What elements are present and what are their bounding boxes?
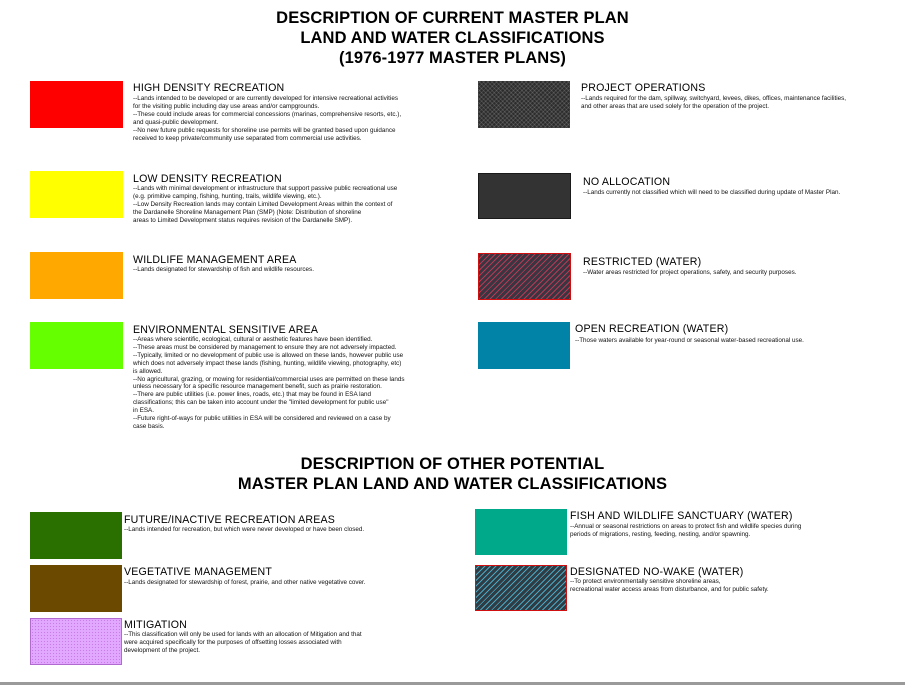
open-recreation-water-swatch [478,322,570,369]
environmental-sensitive-area-description: --Areas where scientific, ecological, cultural or aesthetic features have been identified. --These areas must be considered by management to ensure they are not adversely impacted. --Typically, limited or no development of public use is allowed on these lands, however public use which does not adversely impact these lands (fishing, hunting, wildlife viewing, photography, etc) is allowed. --No agricultural, grazing, or mowing for residential/commercial uses are permitted on these lands unless necessary for a specific resource management benefit, such as prairie restoration. --There are public utilities (i.e. power lines, roads, etc.) that may be found in ESA land classifications; this can be taken into account under the "limited development for public use" in ESA. --Future right-of-ways for public utilities in ESA will be considered and reviewed on a case by case basis. [133,336,405,430]
wildlife-management-area-swatch [30,252,123,299]
designated-no-wake-swatch [475,565,567,611]
low-density-recreation-label: LOW DENSITY RECREATION [133,173,282,185]
restricted-water-description: --Water areas restricted for project operations, safety, and security purposes. [583,269,797,276]
title-line: LAND AND WATER CLASSIFICATIONS [300,29,605,47]
restricted-water-label: RESTRICTED (WATER) [583,256,702,268]
current-classifications-title [0,8,905,68]
mitigation-description: --This classification will only be used for lands with an allocation of Mitigation and that were acquired specifically for the purposes of offsetting losses associated with development of the project. [124,631,362,654]
environmental-sensitive-area-label: ENVIRONMENTAL SENSITIVE AREA [133,324,319,336]
low-density-recreation-swatch [30,171,123,218]
vegetative-management-description: --Lands designated for stewardship of forest, prairie, and other native vegetative cover. [124,579,366,586]
title-line: DESCRIPTION OF CURRENT MASTER PLAN [276,9,629,27]
future-inactive-recreation-swatch [30,512,122,559]
designated-no-wake-description: --To protect environmentally sensitive shoreline areas, recreational water access areas from disturbance, and for public safety. [570,578,769,593]
no-allocation-description: --Lands currently not classified which will need to be classified during update of Master Plan. [583,189,841,196]
wildlife-management-area-label: WILDLIFE MANAGEMENT AREA [133,254,297,266]
no-allocation-label: NO ALLOCATION [583,176,671,188]
wildlife-management-area-description: --Lands designated for stewardship of fish and wildlife resources. [133,266,314,273]
project-operations-label: PROJECT OPERATIONS [581,82,706,94]
designated-no-wake-label: DESIGNATED NO-WAKE (WATER) [570,566,744,578]
other-classifications-title [0,454,905,494]
vegetative-management-swatch [30,565,122,612]
title-line: DESCRIPTION OF OTHER POTENTIAL [300,455,605,473]
open-recreation-water-description: --Those waters available for year-round or seasonal water-based recreational use. [575,337,804,344]
fish-wildlife-sanctuary-swatch [475,509,567,555]
high-density-recreation-label: HIGH DENSITY RECREATION [133,82,285,94]
high-density-recreation-swatch [30,81,123,128]
title-line: (1976-1977 MASTER PLANS) [338,49,567,67]
open-recreation-water-label: OPEN RECREATION (WATER) [575,323,729,335]
restricted-water-swatch [478,253,571,300]
vegetative-management-label: VEGETATIVE MANAGEMENT [124,566,273,578]
no-allocation-swatch [478,173,571,219]
project-operations-swatch [478,81,570,128]
low-density-recreation-description: --Lands with minimal development or infrastructure that support passive public recreational use (e.g. primitive camping, fishing, hunting, trails, wildlife viewing, etc.). --Low Density Recreation lands may contain Limited Development Areas within the context of the Dardanelle Shoreline Management Plan (SMP) (Note: Distribution of shoreline areas to Limited Development status requires revision of the Dardanelle SMP). [133,185,398,224]
environmental-sensitive-area-swatch [30,322,123,369]
fish-wildlife-sanctuary-description: --Annual or seasonal restrictions on areas to protect fish and wildlife species during periods of migrations, resting, feeding, nesting, and/or spawning. [570,523,802,538]
title-line: MASTER PLAN LAND AND WATER CLASSIFICATIONS [237,475,668,493]
future-inactive-recreation-description: --Lands intended for recreation, but which were never developed or have been closed. [124,526,365,533]
project-operations-description: --Lands required for the dam, spillway, switchyard, levees, dikes, offices, maintenance facilities, and other areas that are used solely for the operation of the project. [581,95,847,110]
mitigation-label: MITIGATION [124,619,188,631]
mitigation-swatch [30,618,122,665]
fish-wildlife-sanctuary-label: FISH AND WILDLIFE SANCTUARY (WATER) [570,510,793,522]
future-inactive-recreation-label: FUTURE/INACTIVE RECREATION AREAS [124,514,336,526]
high-density-recreation-description: --Lands intended to be developed or are currently developed for intensive recreational activities for the visiting public including day use areas and/or campgrounds. --These could include areas for commercial concessions (marinas, comprehensive resorts, etc.), and quasi-public development. --No new future public requests for shoreline use permits will be granted based upon guidance received to keep private/community use separated from commercial use activities. [133,95,402,142]
